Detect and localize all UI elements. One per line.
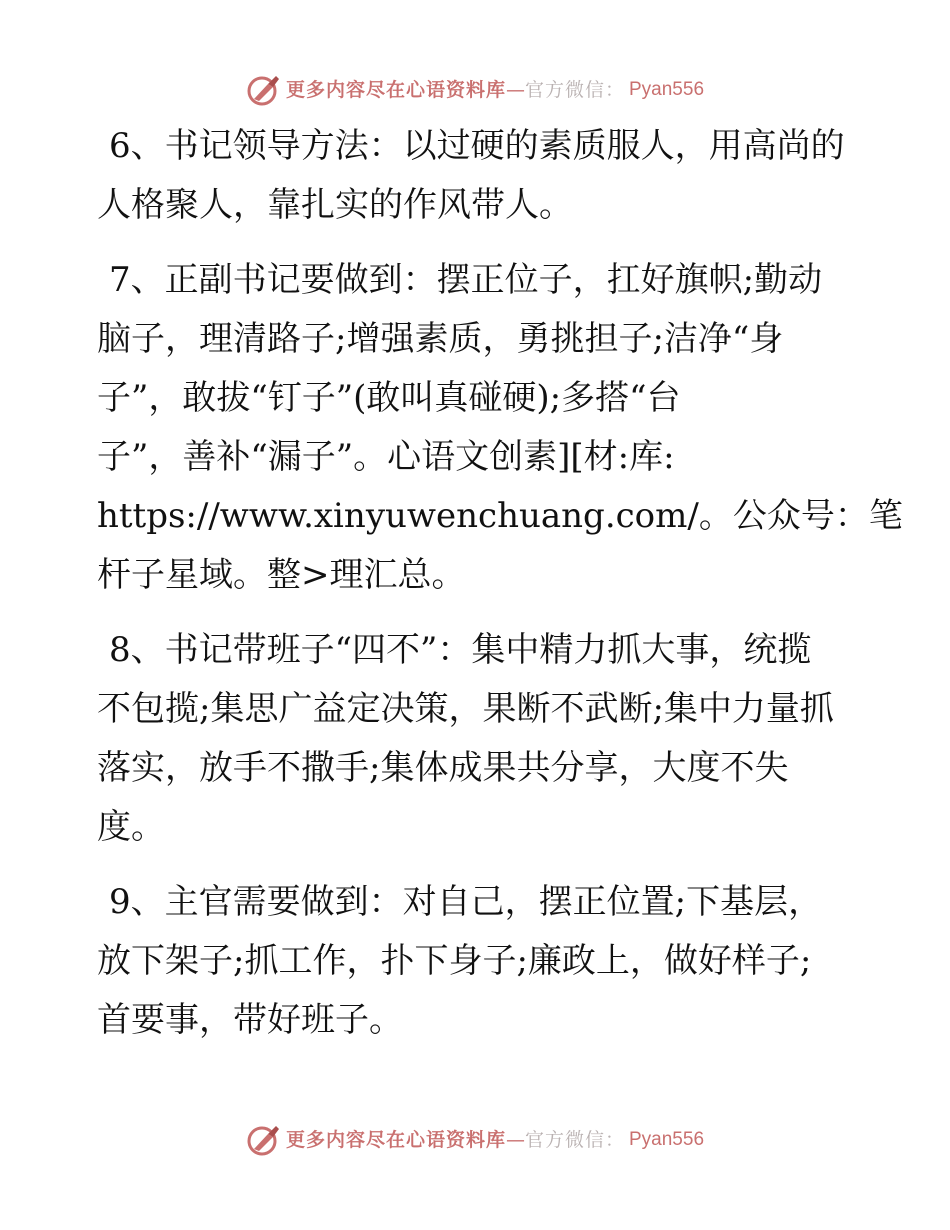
- paragraph-8: [97, 621, 857, 857]
- footer-brand-text: 更多内容尽在心语资料库: [285, 1129, 506, 1151]
- pen-logo-icon: [246, 72, 282, 108]
- document-body: [97, 117, 903, 1066]
- text-line: https://www.xinyuwenchuang.com/。公众号：笔: [97, 496, 903, 536]
- header-dash: —: [505, 79, 525, 101]
- text-line: 8、书记带班子“四不”：集中精力抓大事，统揽: [109, 630, 812, 670]
- text-line: 杆子星域。整>理汇总。: [97, 555, 466, 595]
- header-wechat-account: Pyan556: [629, 79, 705, 100]
- pen-logo-icon: [246, 1122, 282, 1158]
- header-brand-text: 更多内容尽在心语资料库: [285, 79, 506, 101]
- header-wechat-label: 官方微信：: [524, 79, 625, 101]
- footer-wechat-label: 官方微信：: [524, 1129, 625, 1151]
- text-line: 脑子，理清路子;增强素质，勇挑担子;洁净“身: [97, 319, 784, 359]
- text-line: 人格聚人，靠扎实的作风带人。: [97, 185, 573, 225]
- paragraph-7: [97, 251, 903, 605]
- text-line: 放下架子;抓工作，扑下身子;廉政上，做好样子;: [97, 941, 812, 981]
- footer-watermark: [0, 1120, 950, 1160]
- paragraph-9: [97, 873, 857, 1050]
- text-line: 首要事，带好班子。: [97, 1000, 403, 1040]
- footer-dash: —: [505, 1129, 525, 1151]
- text-line: 子”，善补“漏子”。心语文创素][材:库:: [97, 437, 675, 477]
- text-line: 7、正副书记要做到：摆正位子，扛好旗帜;勤动: [109, 260, 823, 300]
- text-line: 不包揽;集思广益定决策，果断不武断;集中力量抓: [97, 689, 834, 729]
- text-line: 子”，敢拔“钉子”(敢叫真碰硬);多搭“台: [97, 378, 681, 418]
- text-line: 落实，放手不撒手;集体成果共分享，大度不失: [97, 748, 789, 788]
- footer-wechat-account: Pyan556: [629, 1129, 705, 1150]
- text-line: 9、主官需要做到：对自己，摆正位置;下基层，: [109, 882, 823, 922]
- text-line: 度。: [97, 807, 165, 847]
- text-line: 6、书记领导方法：以过硬的素质服人，用高尚的: [109, 126, 845, 166]
- paragraph-6: [97, 117, 857, 235]
- header-watermark: [0, 70, 950, 110]
